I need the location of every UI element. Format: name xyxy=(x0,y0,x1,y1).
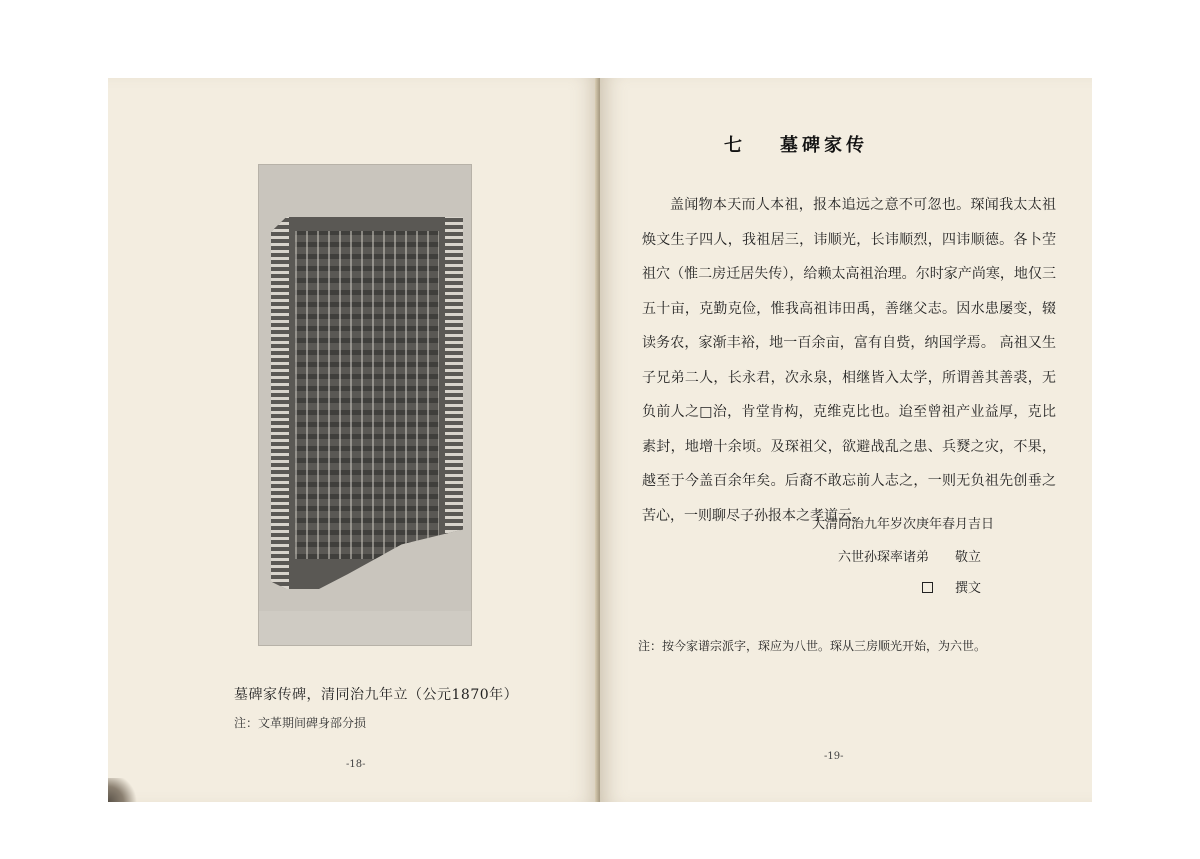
missing-char-box xyxy=(922,582,933,593)
page-number-left: -18- xyxy=(346,759,366,770)
photo-base xyxy=(259,611,471,645)
signature-line: 六世孙琛率诸弟 敬立 xyxy=(838,550,982,565)
author-line xyxy=(922,577,981,596)
photo-caption: 墓碑家传碑，清同治九年立（公元1870年） xyxy=(234,687,519,703)
chapter-title-text: 墓碑家传 xyxy=(780,135,868,156)
date-line: 大清同治九年岁次庚年春月吉日 xyxy=(812,517,995,532)
stele-image xyxy=(271,217,463,589)
genealogy-note: 注：按今家谱宗派字，琛应为八世。琛从三房顺光开始，为六世。 xyxy=(638,639,987,653)
page-number-right: -19- xyxy=(824,751,844,762)
left-page xyxy=(108,78,599,802)
page-corner-shadow xyxy=(108,778,138,802)
chapter-number: 七 xyxy=(724,135,746,156)
photo-note: 注：文革期间碑身部分损 xyxy=(234,716,367,730)
open-book xyxy=(108,78,1092,802)
body-paragraph: 盖闻物本天而人本祖，报本追远之意不可忽也。琛闻我太太祖焕文生子四人，我祖居三，讳顺光，长讳顺烈，四讳顺德。各卜茔祖穴（惟二房迁居失传），给赖太高祖治理。尔时家产尚寒，地仅三五十亩，克勤克俭，惟我高祖讳田禹，善继父志。因水患屡变，辍读务农，家渐丰裕，地一百余亩，富有自赀，纳国学焉。 高祖又生子兄弟二人，长永君，次永泉，相继皆入太学，所谓善其善裘，无负前人之□治，肯堂肯构，克维克比也。迨至曾祖产业益厚，克比素封，地增十余顷。及琛祖父，欲避战乱之患、兵燹之灾，不果，越至于今盖百余年矣。后裔不敢忘前人志之，一则无负祖先创垂之苦心，一则聊尽子孙报本之孝道云。 xyxy=(642,197,1056,524)
chapter-title xyxy=(724,131,868,157)
body-text xyxy=(642,188,1056,533)
right-page xyxy=(600,78,1092,802)
author-label: 撰文 xyxy=(955,581,982,596)
stele-inscription xyxy=(295,231,439,559)
stele-photo xyxy=(258,164,472,646)
